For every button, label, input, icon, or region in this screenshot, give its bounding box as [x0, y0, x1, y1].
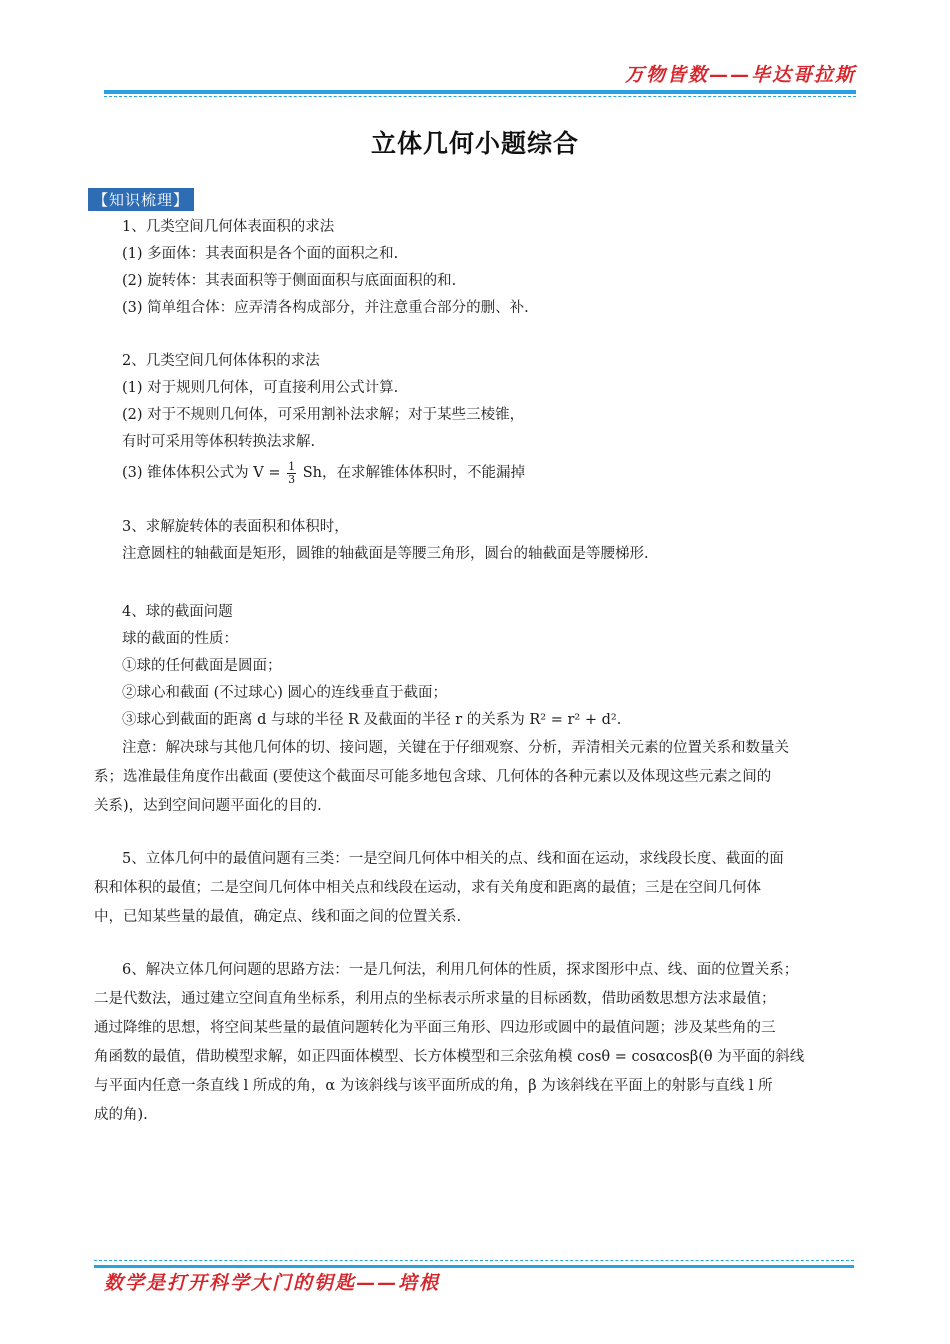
section1-item3: (3) 简单组合体：应弄清各构成部分，并注意重合部分的删、补. [122, 300, 529, 316]
section1-item1: (1) 多面体：其表面积是各个面的面积之和. [122, 246, 399, 262]
footer-dashed-rule [94, 1260, 854, 1261]
fraction-numerator: 1 [288, 459, 296, 473]
section1-item2: (2) 旋转体：其表面积等于侧面面积与底面面积的和. [122, 273, 457, 289]
section4-note [94, 734, 859, 821]
section6-line4: 角函数的最值，借助模型求解，如正四面体模型、长方体模型和三余弦角模 cosθ = cosαcosβ(θ 为平面的斜线 [94, 1049, 805, 1065]
section6-line2: 二是代数法，通过建立空间直角坐标系，利用点的坐标表示所求量的目标函数，借助函数思想方法求最值； [94, 991, 776, 1007]
section2-item2a: (2) 对于不规则几何体，可采用割补法求解；对于某些三棱锥， [122, 407, 525, 423]
section1-heading: 1、几类空间几何体表面积的求法 [122, 219, 335, 235]
fraction-denominator: 3 [288, 472, 296, 486]
formula-suffix: Sh，在求解锥体体积时，不能漏掉 [302, 465, 525, 481]
note-line3: 关系)，达到空间问题平面化的目的. [94, 798, 322, 814]
section3-text: 注意圆柱的轴截面是矩形，圆锥的轴截面是等腰三角形，圆台的轴截面是等腰梯形. [122, 546, 649, 562]
section6-line6: 成的角). [94, 1107, 148, 1123]
document-body [94, 214, 859, 1130]
formula-fraction [287, 461, 296, 486]
section2-item3 [94, 456, 859, 490]
section5-line3: 中，已知某些量的最值，确定点、线和面之间的位置关系. [94, 909, 462, 925]
section3-heading: 3、求解旋转体的表面积和体积时， [122, 519, 349, 535]
note-line2: 系；选准最佳角度作出截面 (要使这个截面尽可能多地包含球、几何体的各种元素以及体现这些元素之间的 [94, 769, 772, 785]
section4-property3: ③球心到截面的距离 d 与球的半径 R 及截面的半径 r 的关系为 R² = r² + d². [122, 712, 622, 728]
section-badge: 【知识梳理】 [88, 188, 194, 211]
formula-prefix: (3) 锥体体积公式为 V = [122, 465, 281, 481]
header-rule [104, 90, 856, 94]
section5-line1: 5、立体几何中的最值问题有三类：一是空间几何体中相关的点、线和面在运动，求线段长度、截面的面 [122, 851, 784, 867]
note-line1: 注意：解决球与其他几何体的切、接问题，关键在于仔细观察、分析，弄清相关元素的位置关系和数量关 [122, 740, 789, 756]
section4-heading: 4、球的截面问题 [122, 604, 233, 620]
section6 [94, 956, 859, 1130]
section5 [94, 845, 859, 932]
section2-heading: 2、几类空间几何体体积的求法 [122, 353, 320, 369]
section2-item1: (1) 对于规则几何体，可直接利用公式计算. [122, 380, 399, 396]
footer-motto: 数学是打开科学大门的钥匙——培根 [104, 1272, 441, 1294]
page-title: 立体几何小题综合 [370, 129, 579, 158]
section6-line1: 6、解决立体几何问题的思路方法：一是几何法，利用几何体的性质，探求图形中点、线、面的位置关系； [122, 962, 799, 978]
section6-line5: 与平面内任意一条直线 l 所成的角，α 为该斜线与该平面所成的角，β 为该斜线在平面上的射影与直线 l 所 [94, 1078, 773, 1094]
section4-property1: ①球的任何截面是圆面； [122, 658, 282, 674]
section4-property2: ②球心和截面 (不过球心) 圆心的连线垂直于截面； [122, 685, 448, 701]
header-dashed-rule [104, 96, 856, 97]
section5-line2: 积和体积的最值；二是空间几何体中相关点和线段在运动，求有关角度和距离的最值；三是在空间几何体 [94, 880, 761, 896]
section6-line3: 通过降维的思想，将空间某些量的最值问题转化为平面三角形、四边形或圆中的最值问题；涉及某些角的三 [94, 1020, 776, 1036]
section2-item2b: 有时可采用等体积转换法求解. [122, 434, 316, 450]
section4-sub: 球的截面的性质： [122, 631, 238, 647]
header-motto: 万物皆数——毕达哥拉斯 [624, 64, 856, 86]
